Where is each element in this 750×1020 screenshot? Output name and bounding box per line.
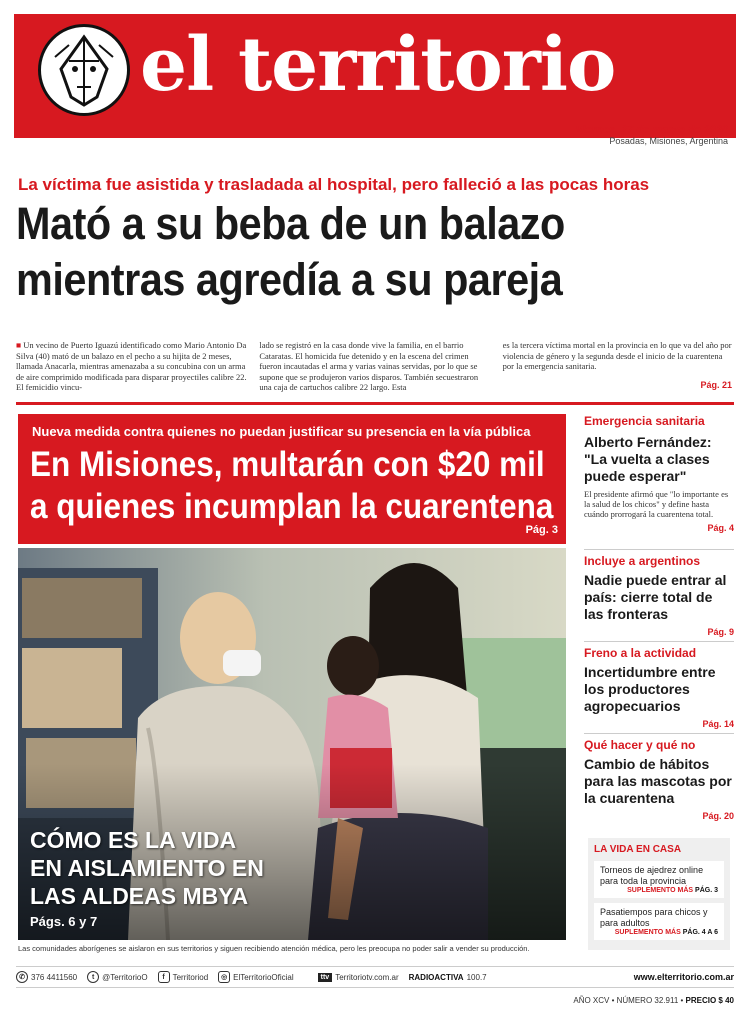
caption-line: CÓMO ES LA VIDA (30, 827, 237, 853)
sidebar-kicker: Incluye a argentinos (584, 554, 701, 568)
instagram-icon: ◎ (218, 971, 230, 983)
sidebar (584, 414, 734, 826)
radio-link[interactable] (409, 973, 487, 982)
page-reference: Pág. 3 (525, 524, 558, 536)
masthead (14, 14, 736, 138)
sidebar-kicker: Freno a la actividad (584, 646, 697, 660)
top-story-kicker: La víctima fue asistida y trasladada al hospital, pero falleció a las pocas horas (18, 175, 650, 194)
page-reference: PÁG. 3 (695, 887, 718, 894)
supplement-label: SUPLEMENTO MÁS (627, 887, 694, 894)
body-column (16, 340, 247, 393)
page-reference: PÁG. 4 A 6 (682, 929, 718, 936)
top-story-body (16, 340, 734, 393)
page-reference: Pág. 14 (702, 719, 734, 729)
edition-info (573, 996, 734, 1005)
photo-credit: Las comunidades aborígenes se aislaron en sus territorios y siguen recibiendo atención médica, pero les preocupa no poder salir a vender su producción. (18, 944, 530, 953)
footer-bar (16, 966, 734, 988)
edition-number: AÑO XCV • NÚMERO 32.911 • (573, 996, 684, 1005)
website-link[interactable]: www.elterritorio.com.ar (633, 972, 734, 982)
instagram-contact[interactable] (218, 971, 293, 983)
page-reference: Pág. 4 (707, 523, 734, 533)
casa-entry-text: Pasatiempos para chicos y para adultos (600, 907, 708, 928)
sidebar-text: El presidente afirmó que "lo importante es la salud de los chicos" y define hasta cuándo prorrogará la cuarentena total. (584, 489, 729, 519)
instagram-handle: ElTerritorioOficial (233, 972, 294, 982)
sidebar-kicker: Emergencia sanitaria (584, 414, 705, 428)
whatsapp-number: 376 4411560 (31, 972, 78, 982)
lead-story[interactable] (18, 414, 566, 544)
tv-logo-icon: ttv (318, 973, 333, 982)
tv-link[interactable] (318, 973, 399, 982)
vida-en-casa-box (588, 838, 730, 950)
page-reference[interactable]: Pág. 21 (700, 380, 732, 390)
body-text: Un vecino de Puerto Iguazú identificado como Mario Antonio Da Silva (40) mató de un balazo en el pecho a su hijita de 2 meses, llamada Anacarla, mientras amenazaba a su concubina con un arma de aire comprimido modificada para disparar proyectiles calibre 22. El femicidio vincu- (16, 340, 247, 392)
bullet-icon: ■ (16, 340, 24, 350)
whatsapp-icon: ✆ (16, 971, 28, 983)
face-logo-icon (38, 24, 130, 116)
issue-date: Viernes, 27 de marzo de 2020 (575, 124, 728, 136)
lead-photo[interactable] (18, 548, 566, 940)
facebook-icon: f (158, 971, 170, 983)
sidebar-headline: Nadie puede entrar al país: cierre total de las fronteras (584, 572, 727, 622)
facebook-contact[interactable] (158, 971, 209, 983)
sidebar-headline: Cambio de hábitos para las mascotas por la cuarentena (584, 756, 732, 806)
headline-line: En Misiones, multarán con $20 mil (30, 445, 545, 484)
headline-line: Mató a su beba de un balazo (16, 198, 565, 249)
top-story-headline (16, 196, 678, 308)
sidebar-headline: Incertidumbre entre los productores agropecuarios (584, 664, 716, 714)
casa-entry-ref (600, 929, 718, 936)
sidebar-item[interactable] (584, 414, 734, 550)
tv-url: Territoriotv.com.ar (335, 972, 399, 982)
divider (16, 402, 734, 405)
page-reference: Págs. 6 y 7 (30, 914, 98, 929)
sidebar-kicker: Qué hacer y qué no (584, 738, 696, 752)
casa-entry-text: Torneos de ajedrez online para toda la provincia (600, 865, 704, 886)
casa-entry-ref (600, 887, 718, 894)
casa-entry[interactable] (594, 861, 724, 898)
photo-caption (30, 826, 264, 910)
casa-entry[interactable] (594, 903, 724, 940)
caption-line: LAS ALDEAS MBYA (30, 883, 249, 909)
lead-headline (30, 444, 554, 528)
brand-title: el territorio (140, 22, 616, 108)
sidebar-headline: Alberto Fernández: "La vuelta a clases puede esperar" (584, 434, 712, 484)
facebook-handle: Territoriod (172, 972, 209, 982)
whatsapp-contact[interactable] (16, 971, 77, 983)
sidebar-item[interactable] (584, 550, 734, 642)
radio-frequency: 100.7 (466, 972, 487, 982)
twitter-icon: t (87, 971, 99, 983)
headline-line: a quienes incumplan la cuarentena (30, 487, 554, 526)
lead-kicker: Nueva medida contra quienes no puedan justificar su presencia en la vía pública (32, 424, 531, 439)
casa-title: LA VIDA EN CASA (594, 844, 682, 855)
dateline (576, 124, 728, 146)
twitter-handle: @TerritorioO (102, 972, 148, 982)
caption-line: EN AISLAMIENTO EN (30, 855, 264, 881)
price: PRECIO $ 40 (685, 996, 734, 1005)
issue-place: Posadas, Misiones, Argentina (609, 136, 728, 146)
page-reference: Pág. 9 (707, 627, 734, 637)
supplement-label: SUPLEMENTO MÁS (614, 929, 681, 936)
sidebar-item[interactable] (584, 734, 734, 826)
sidebar-item[interactable] (584, 642, 734, 734)
body-column: es la tercera víctima mortal en la provincia en lo que va del año por violencia de género y la segunda desde el inicio de la cuarentena por la emergencia sanitaria. (502, 340, 732, 371)
twitter-contact[interactable] (87, 971, 147, 983)
page-reference: Pág. 20 (702, 811, 734, 821)
body-column: lado se registró en la casa donde vive la familia, en el barrio Cataratas. El homicida fue detenido y en la escena del crimen fueron incautadas el arma y varias vainas servidas, por lo que se supone que se produjeron varios disparos. También secuestraron una caja de cartuchos calibre 22 largo. Esta (259, 340, 479, 392)
radio-name: RADIOACTIVA (408, 972, 464, 982)
headline-line: mientras agredía a su pareja (16, 254, 563, 305)
